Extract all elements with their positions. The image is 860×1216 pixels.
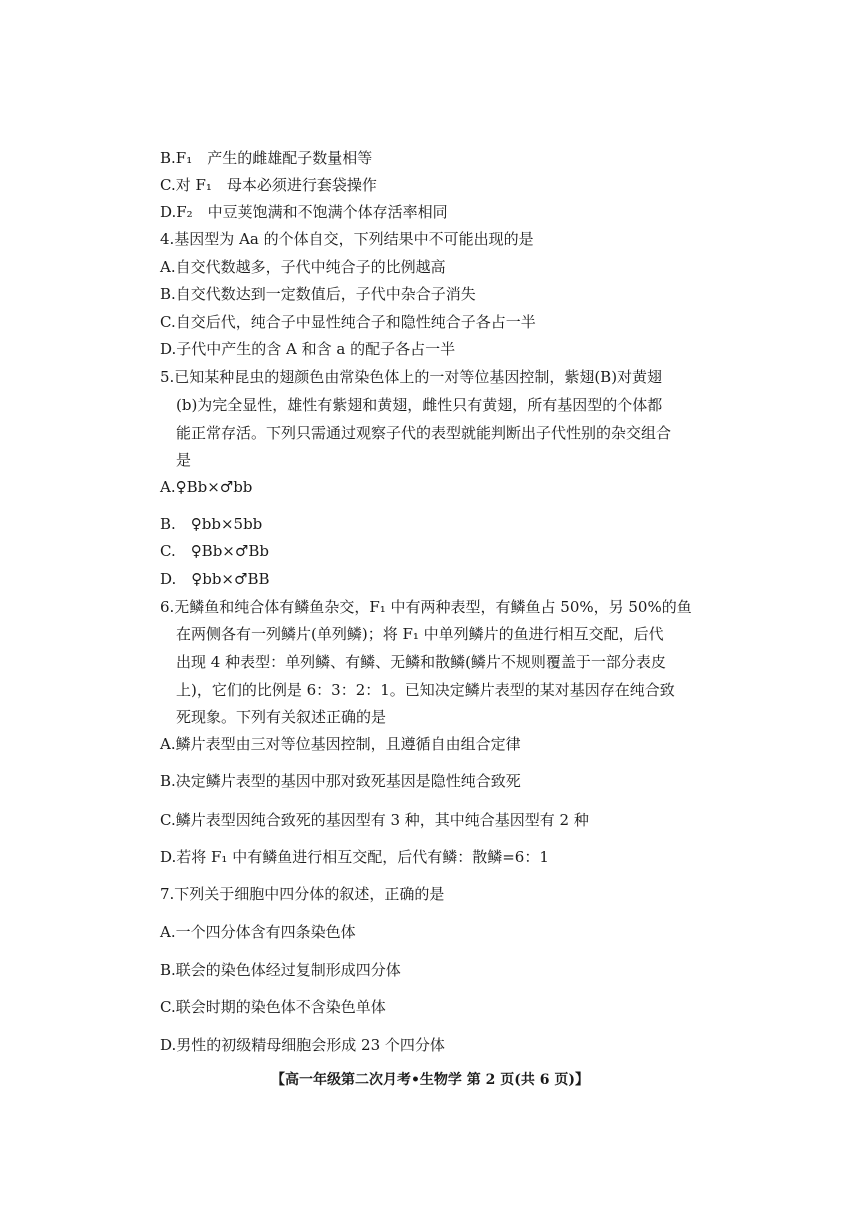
q5-option-d: D. ♀bb×♂BB xyxy=(160,570,270,588)
q4-option-a: A.自交代数越多，子代中纯合子的比例越高 xyxy=(160,258,446,276)
q4-option-b: B.自交代数达到一定数值后，子代中杂合子消失 xyxy=(160,285,476,303)
q5-stem-line-4: 是 xyxy=(176,451,192,469)
q4-option-d: D.子代中产生的含 A 和含 a 的配子各占一半 xyxy=(160,340,456,358)
q6-option-c: C.鳞片表型因纯合致死的基因型有 3 种，其中纯合基因型有 2 种 xyxy=(160,811,589,829)
page-footer: 【高一年级第二次月考•生物学 第 2 页(共 6 页)】 xyxy=(270,1072,590,1088)
q6-stem-line-3: 出现 4 种表型：单列鳞、有鳞、无鳞和散鳞(鳞片不规则覆盖于一部分表皮 xyxy=(176,653,666,671)
q4-option-c: C.自交后代，纯合子中显性纯合子和隐性纯合子各占一半 xyxy=(160,313,536,331)
q7-stem: 7.下列关于细胞中四分体的叙述，正确的是 xyxy=(160,885,445,903)
q5-option-a: A.♀Bb×♂bb xyxy=(160,478,253,496)
q5-option-b: B. ♀bb×5bb xyxy=(160,515,263,533)
q4-stem: 4.基因型为 Aa 的个体自交，下列结果中不可能出现的是 xyxy=(160,230,534,248)
q5-stem-line-3: 能正常存活。下列只需通过观察子代的表型就能判断出子代性别的杂交组合 xyxy=(176,424,672,442)
q3-option-c: C.对 F₁ 母本必须进行套袋操作 xyxy=(160,176,377,194)
q5-stem-line-1: 5.已知某种昆虫的翅颜色由常染色体上的一对等位基因控制，紫翅(B)对黄翅 xyxy=(160,368,663,386)
q3-option-b: B.F₁ 产生的雌雄配子数量相等 xyxy=(160,149,373,167)
q6-stem-line-1: 6.无鳞鱼和纯合体有鳞鱼杂交，F₁ 中有两种表型，有鳞鱼占 50%，另 50%的鱼 xyxy=(160,598,692,616)
q6-option-d: D.若将 F₁ 中有鳞鱼进行相互交配，后代有鳞：散鳞=6：1 xyxy=(160,848,549,866)
q6-stem-line-4: 上)，它们的比例是 6：3：2：1。已知决定鳞片表型的某对基因存在纯合致 xyxy=(176,681,675,699)
q7-option-a: A.一个四分体含有四条染色体 xyxy=(160,923,356,941)
q6-option-a: A.鳞片表型由三对等位基因控制，且遵循自由组合定律 xyxy=(160,735,521,753)
q7-option-b: B.联会的染色体经过复制形成四分体 xyxy=(160,961,401,979)
q7-option-d: D.男性的初级精母细胞会形成 23 个四分体 xyxy=(160,1036,445,1054)
q3-option-d: D.F₂ 中豆荚饱满和不饱满个体存活率相同 xyxy=(160,203,448,221)
q7-option-c: C.联会时期的染色体不含染色单体 xyxy=(160,998,386,1016)
q5-option-c: C. ♀Bb×♂Bb xyxy=(160,542,269,560)
q6-stem-line-2: 在两侧各有一列鳞片(单列鳞)；将 F₁ 中单列鳞片的鱼进行相互交配，后代 xyxy=(176,625,664,643)
q6-stem-line-5: 死现象。下列有关叙述正确的是 xyxy=(176,708,387,726)
q5-stem-line-2: (b)为完全显性，雄性有紫翅和黄翅，雌性只有黄翅，所有基因型的个体都 xyxy=(176,396,663,414)
q6-option-b: B.决定鳞片表型的基因中那对致死基因是隐性纯合致死 xyxy=(160,772,521,790)
